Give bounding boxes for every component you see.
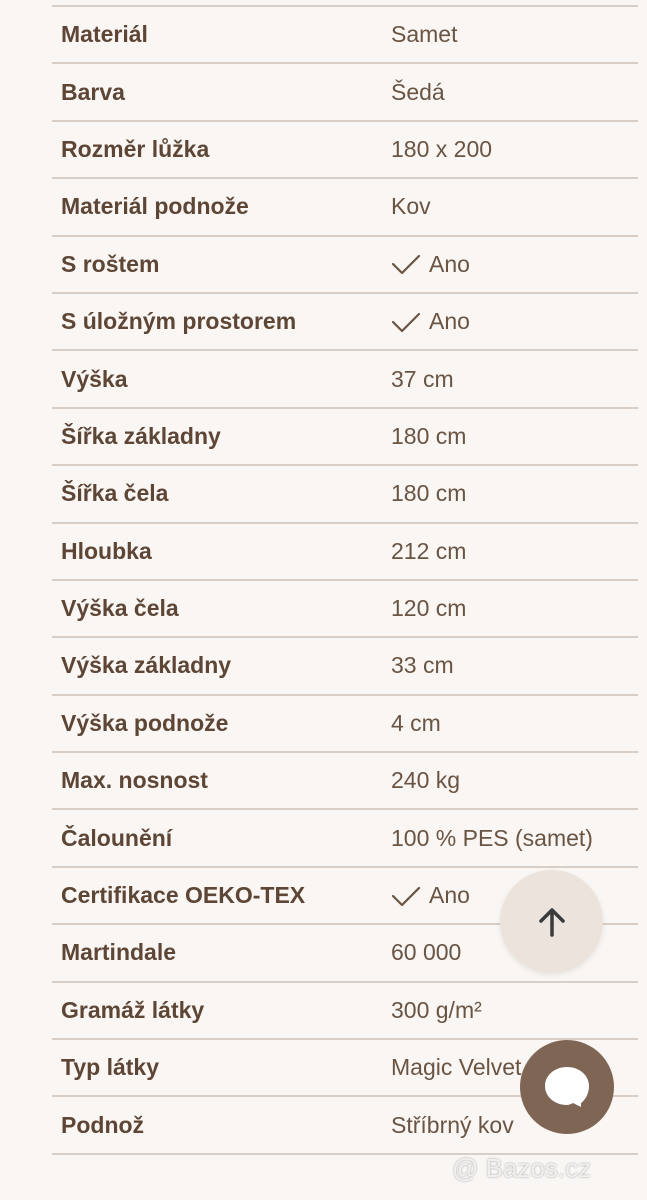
spec-label: Šířka základny bbox=[61, 422, 221, 449]
spec-value bbox=[391, 308, 470, 335]
scroll-to-top-button[interactable] bbox=[500, 870, 603, 973]
spec-label: Podnož bbox=[61, 1111, 145, 1138]
spec-value-text: 60 000 bbox=[391, 939, 462, 966]
spec-label: Martindale bbox=[61, 939, 177, 966]
chat-bubble-icon bbox=[543, 1065, 591, 1109]
spec-row bbox=[52, 7, 638, 64]
spec-value-text: 180 cm bbox=[391, 422, 467, 449]
spec-value bbox=[391, 79, 445, 106]
spec-row bbox=[52, 466, 638, 523]
spec-value-text: 100 % PES (samet) bbox=[391, 824, 593, 851]
spec-row bbox=[52, 983, 638, 1040]
check-icon bbox=[391, 311, 421, 333]
spec-value-text: Samet bbox=[391, 21, 458, 48]
spec-row bbox=[52, 810, 638, 867]
spec-value-text: 180 x 200 bbox=[391, 135, 493, 162]
spec-value bbox=[391, 652, 454, 679]
spec-value bbox=[391, 366, 454, 393]
spec-value-text: Šedá bbox=[391, 78, 445, 105]
spec-value bbox=[391, 710, 441, 737]
spec-label: Barva bbox=[61, 78, 125, 105]
spec-value-text: 300 g/m² bbox=[391, 996, 482, 1023]
spec-row bbox=[52, 696, 638, 753]
spec-value-text: 120 cm bbox=[391, 595, 467, 622]
spec-value-text: 212 cm bbox=[391, 537, 467, 564]
spec-row bbox=[52, 524, 638, 581]
spec-row bbox=[52, 179, 638, 236]
spec-value bbox=[391, 1112, 514, 1139]
spec-value bbox=[391, 595, 466, 622]
spec-label: Výška bbox=[61, 365, 128, 392]
check-icon bbox=[391, 253, 421, 275]
spec-label: Výška podnože bbox=[61, 709, 229, 736]
spec-label: Certifikace OEKO-TEX bbox=[61, 882, 306, 909]
spec-value bbox=[391, 1054, 521, 1081]
spec-label: Materiál podnože bbox=[61, 193, 249, 220]
spec-value bbox=[391, 193, 431, 220]
watermark: @ Bazos.cz bbox=[452, 1153, 592, 1183]
spec-row bbox=[52, 638, 638, 695]
spec-label: S úložným prostorem bbox=[61, 308, 297, 335]
spec-row bbox=[52, 237, 638, 294]
spec-value-text: Ano bbox=[429, 882, 470, 909]
spec-value bbox=[391, 997, 482, 1024]
spec-label: Typ látky bbox=[61, 1054, 159, 1081]
spec-value bbox=[391, 21, 457, 48]
spec-label: Rozměr lůžka bbox=[61, 135, 210, 162]
spec-value-text: Kov bbox=[391, 193, 431, 220]
spec-value bbox=[391, 538, 466, 565]
spec-label: Šířka čela bbox=[61, 480, 169, 507]
spec-row bbox=[52, 294, 638, 351]
spec-value-text: Ano bbox=[429, 250, 470, 277]
spec-label: Materiál bbox=[61, 21, 148, 48]
spec-row bbox=[52, 64, 638, 121]
spec-value bbox=[391, 825, 593, 852]
spec-label: Hloubka bbox=[61, 537, 152, 564]
spec-label: Max. nosnost bbox=[61, 767, 208, 794]
spec-row bbox=[52, 122, 638, 179]
spec-label: Gramáž látky bbox=[61, 996, 205, 1023]
spec-value bbox=[391, 423, 466, 450]
spec-row bbox=[52, 581, 638, 638]
spec-value-text: 33 cm bbox=[391, 652, 454, 679]
spec-table bbox=[52, 5, 638, 1155]
spec-value bbox=[391, 882, 470, 909]
spec-value-text: Stříbrný kov bbox=[391, 1111, 514, 1138]
spec-value-text: 180 cm bbox=[391, 480, 467, 507]
arrow-up-icon bbox=[535, 905, 569, 939]
spec-value-text: Magic Velvet bbox=[391, 1054, 522, 1081]
spec-label: Výška čela bbox=[61, 595, 179, 622]
spec-value-text: 4 cm bbox=[391, 709, 441, 736]
spec-value bbox=[391, 136, 492, 163]
spec-row bbox=[52, 409, 638, 466]
spec-label: Čalounění bbox=[61, 824, 173, 851]
spec-value-text: Ano bbox=[429, 308, 470, 335]
spec-label: S roštem bbox=[61, 250, 160, 277]
spec-value-text: 37 cm bbox=[391, 365, 454, 392]
spec-value bbox=[391, 767, 460, 794]
chat-button[interactable] bbox=[520, 1040, 614, 1134]
spec-label: Výška základny bbox=[61, 652, 232, 679]
spec-value bbox=[391, 939, 461, 966]
spec-value bbox=[391, 480, 466, 507]
spec-value-text: 240 kg bbox=[391, 767, 461, 794]
spec-row bbox=[52, 351, 638, 408]
check-icon bbox=[391, 885, 421, 907]
spec-value bbox=[391, 251, 470, 278]
spec-row bbox=[52, 753, 638, 810]
